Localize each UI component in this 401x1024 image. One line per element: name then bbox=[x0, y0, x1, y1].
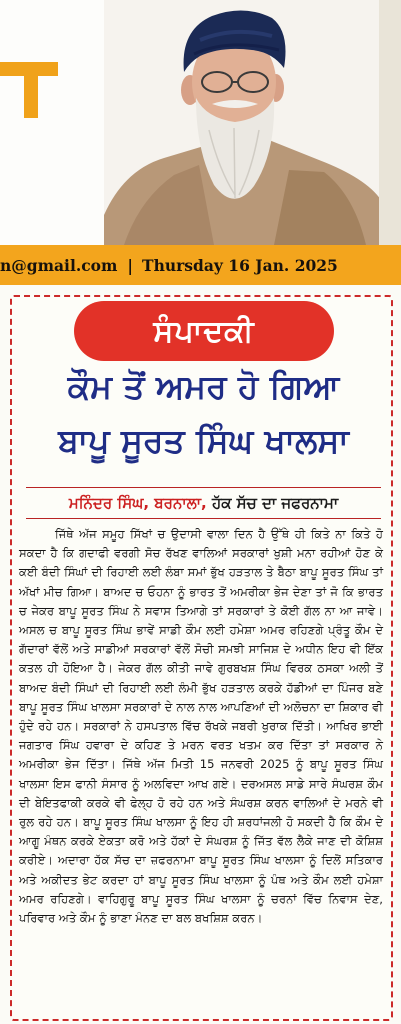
header-info-text bbox=[0, 256, 338, 275]
section-banner bbox=[74, 301, 334, 361]
article-body: ਜਿੱਥੇ ਅੱਜ ਸਮੂਹ ਸਿੱਖਾਂ ਚ ਉਦਾਸੀ ਵਾਲਾ ਦਿਨ ਹੈ ਉੱਥੇ ਹੀ ਕਿਤੇ ਨਾ ਕਿਤੇ ਹੋ ਸਕਦਾ ਹੈ ਕਿ ਗਦਾਫੀ ਵਰਗੀ ਸੋਚ ਰੱਖਣ ਵਾਲਿਆਂ ਸਰਕਾਰਾਂ ਖੁਸ਼ੀ ਮਨਾ ਰਹੀਆਂ ਹੋਣ ਕੇ ਕਈ ਬੰਦੀ ਸਿੰਘਾਂ ਦੀ ਰਿਹਾਈ ਲਈ ਲੰਬਾ ਸਮਾਂ ਭੁੱਖ ਹੜਤਾਲ ਤੇ ਬੈਠਾ ਬਾਪੂ ਸੂਰਤ ਸਿੰਘ ਤਾਂ ਅੱਖਾਂ ਮੀਚ ਗਿਆ। ਬਾਅਦ ਚ ਓਹਨਾ ਨੂੰ ਭਾਰਤ ਤੋਂ ਅਮਰੀਕਾ ਭੇਜ ਦੇਣਾ ਤਾਂ ਜੋ ਕਿ ਭਾਰਤ ਚ ਜੇਕਰ ਬਾਪੂ ਸੂਰਤ ਸਿੰਘ ਨੇ ਸਵਾਸ ਤਿਆਗੇ ਤਾਂ ਸਰਕਾਰਾਂ ਤੇ ਕੋਈ ਗੱਲ ਨਾ ਆ ਜਾਵੇ। ਅਸਲ ਚ ਬਾਪੂ ਸੂਰਤ ਸਿੰਘ ਭਾਵੇਂ ਸਾਡੀ ਕੌਮ ਲਈ ਹਮੇਸ਼ਾ ਅਮਰ ਰਹਿਣਗੇ ਪ੍ਰੰਤੂ ਕੌਮ ਦੇ ਗੱਦਾਰਾਂ ਵੱਲੋਂ ਅਤੇ ਸਾਡੀਆਂ ਸਰਕਾਰਾਂ ਵੱਲੋਂ ਸੋਚੀ ਸਮਝੀ ਸਾਜਿਸ਼ ਦੇ ਅਧੀਨ ਇਹ ਵੀ ਇੱਕ ਕਤਲ ਹੀ ਹੋਇਆ ਹੈ। ਜੇਕਰ ਗੱਲ ਕੀਤੀ ਜਾਵੇ ਗੁਰਬਖਸ਼ ਸਿੰਘ ਵਿਰਕ ਠਸਕਾ ਅਲੀ ਤੋਂ ਬਾਅਦ ਬੰਦੀ ਸਿੰਘਾਂ ਦੀ ਰਿਹਾਈ ਲਈ ਲੰਮੀ ਭੁੱਖ ਹੜਤਾਲ ਕਰਕੇ ਹੱਡੀਆਂ ਦਾ ਪਿੰਜਰ ਬਣੇ ਬਾਪੂ ਸੂਰਤ ਸਿੰਘ ਖਾਲਸਾ ਸਰਕਾਰਾਂ ਦੇ ਨਾਲ ਨਾਲ ਆਪਣਿਆਂ ਦੀ ਅਲੋਚਨਾ ਦਾ ਸ਼ਿਕਾਰ ਵੀ ਹੁੰਦੇ ਰਹੇ ਹਨ। ਸਰਕਾਰਾਂ ਨੇ ਹਸਪਤਾਲ ਵਿੱਚ ਰੱਖਕੇ ਜਬਰੀ ਖੁਰਾਕ ਦਿੱਤੀ। ਆਖਿਰ ਭਾਈ ਜਗਤਾਰ ਸਿੰਘ ਹਵਾਰਾ ਦੇ ਕਹਿਣ ਤੇ ਮਰਨ ਵਰਤ ਖਤਮ ਕਰ ਦਿੱਤਾ ਤਾਂ ਸਰਕਾਰ ਨੇ ਅਮਰੀਕਾ ਭੇਜ ਦਿੱਤਾ। ਜਿੱਥੇ ਅੱਜ ਮਿਤੀ 15 ਜਨਵਰੀ 2025 ਨੂੰ ਬਾਪੂ ਸੂਰਤ ਸਿੰਘ ਖਾਲਸਾ ਇਸ ਫਾਨੀ ਸੰਸਾਰ ਨੂੰ ਅਲਵਿਦਾ ਆਖ ਗਏ। ਦਰਅਸਲ ਸਾਡੇ ਸਾਰੇ ਸੰਘਰਸ਼ ਕੌਮ ਦੀ ਬੇਇਤਫਾਕੀ ਕਰਕੇ ਵੀ ਫੇਲ੍ਹ ਹੋ ਰਹੇ ਹਨ ਅਤੇ ਸੰਘਰਸ਼ ਕਰਨ ਵਾਲਿਆਂ ਦੇ ਮਰਨੇ ਵੀ ਰੁਲ ਰਹੇ ਹਨ। ਬਾਪੂ ਸੂਰਤ ਸਿੰਘ ਖਾਲਸਾ ਨੂੰ ਇਹ ਹੀ ਸ਼ਰਧਾਂਜਲੀ ਹੋ ਸਕਦੀ ਹੈ ਕਿ ਕੌਮ ਦੇ ਆਗੂ ਮੰਥਨ ਕਰਕੇ ਏਕਤਾ ਕਰੋ ਅਤੇ ਹੱਕਾਂ ਦੇ ਸੰਘਰਸ਼ ਨੂੰ ਜਿੱਤ ਵੱਲ ਲੈਕੇ ਜਾਣ ਦੀ ਕੋਸ਼ਿਸ਼ ਕਰੀਏ। ਅਦਾਰਾ ਹੱਕ ਸੱਚ ਦਾ ਜ਼ਫਰਨਾਮਾ ਬਾਪੂ ਸੂਰਤ ਸਿੰਘ ਖਾਲਸਾ ਨੂੰ ਦਿਲੋਂ ਸਤਿਕਾਰ ਅਤੇ ਅਕੀਦਤ ਭੇਟ ਕਰਦਾ ਹਾਂ ਬਾਪੂ ਸੂਰਤ ਸਿੰਘ ਖਾਲਸਾ ਨੂੰ ਪੰਥ ਅਤੇ ਕੌਮ ਲਈ ਹਮੇਸ਼ਾ ਅਮਰ ਰਹਿਣਗੇ। ਵਾਹਿਗੁਰੂ ਬਾਪੂ ਸੂਰਤ ਸਿੰਘ ਖਾਲਸਾ ਨੂੰ ਚਰਨਾਂ ਵਿੱਚ ਨਿਵਾਸ ਦੇਣ, ਪਰਿਵਾਰ ਅਤੇ ਕੌਮ ਨੂੰ ਭਾਣਾ ਮੰਨਣ ਦਾ ਬਲ ਬਖਸ਼ਿਸ਼ ਕਰਨ। bbox=[19, 527, 383, 926]
masthead bbox=[0, 0, 401, 245]
headline-line-1: ਕੌਮ ਤੋਂ ਅਮਰ ਹੋ ਗਿਆ bbox=[67, 367, 340, 406]
editorial-article bbox=[10, 295, 393, 1021]
header-email: n@gmail.com bbox=[0, 256, 118, 275]
header-info-strip bbox=[0, 245, 401, 285]
section-label: ਸੰਪਾਦਕੀ bbox=[153, 313, 255, 349]
masthead-logo-fragment bbox=[0, 62, 58, 118]
byline-publication: ਹੱਕ ਸੱਚ ਦਾ ਜਫਰਨਾਮਾ bbox=[211, 494, 339, 512]
headline-line-2: ਬਾਪੂ ਸੂਰਤ ਸਿੰਘ ਖਾਲਸਾ bbox=[58, 421, 349, 460]
byline-author: ਮਨਿੰਦਰ ਸਿੰਘ, ਬਰਨਾਲਾ, bbox=[68, 494, 207, 512]
header-separator: | bbox=[127, 256, 134, 275]
byline bbox=[26, 487, 381, 519]
portrait-photo bbox=[104, 0, 381, 245]
masthead-right-strip bbox=[379, 0, 401, 245]
header-date: Thursday 16 Jan. 2025 bbox=[142, 256, 338, 275]
